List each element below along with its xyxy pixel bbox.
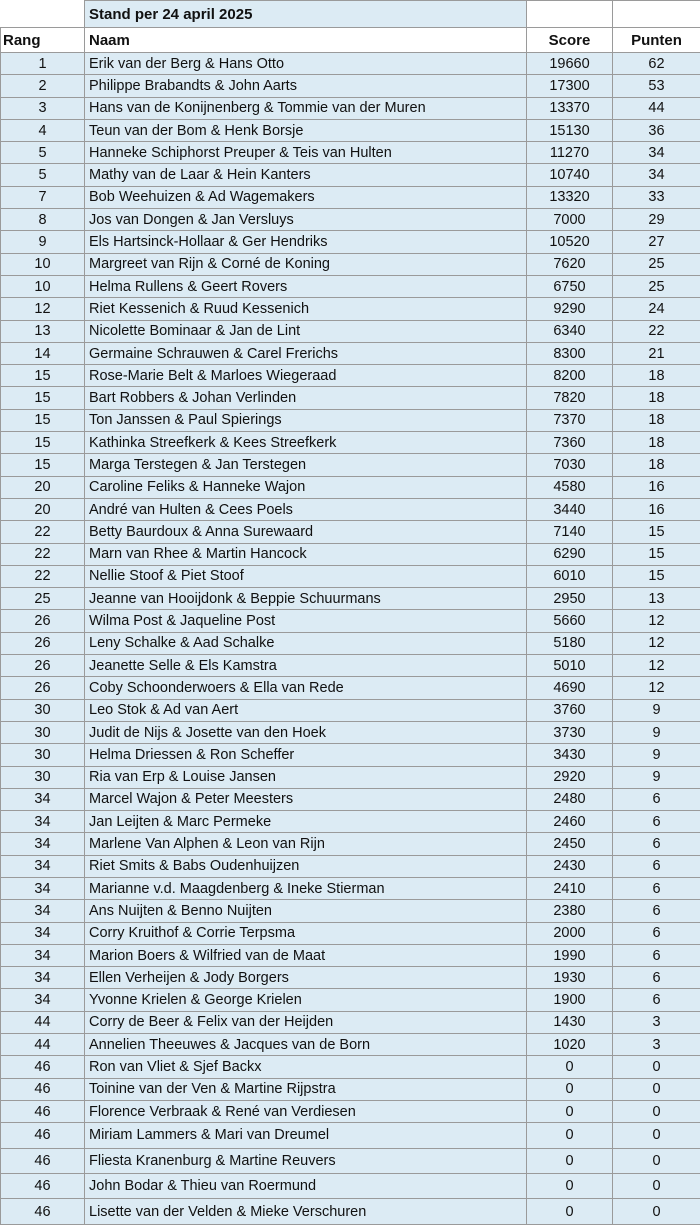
table-row [1,655,700,677]
points-cell: 24 [613,298,700,320]
rank-cell: 25 [1,588,85,610]
table-row [1,1148,700,1173]
table-row [1,677,700,699]
name-cell: Coby Schoonderwoers & Ella van Rede [85,677,527,699]
table-row [1,432,700,454]
rank-cell: 26 [1,655,85,677]
score-cell: 2460 [527,811,613,833]
name-cell: Corry Kruithof & Corrie Terpsma [85,922,527,944]
table-row [1,164,700,186]
name-cell: Toinine van der Ven & Martine Rijpstra [85,1078,527,1100]
name-cell: Fliesta Kranenburg & Martine Reuvers [85,1148,527,1173]
score-cell: 13370 [527,97,613,119]
points-cell: 27 [613,231,700,253]
rank-cell: 46 [1,1100,85,1122]
table-row [1,53,700,75]
name-cell: Jeanette Selle & Els Kamstra [85,655,527,677]
points-cell: 12 [613,655,700,677]
table-row [1,811,700,833]
score-cell: 1900 [527,989,613,1011]
name-cell: Marcel Wajon & Peter Meesters [85,788,527,810]
rank-cell: 46 [1,1056,85,1078]
rank-cell: 26 [1,610,85,632]
score-cell: 2000 [527,922,613,944]
name-cell: Leny Schalke & Aad Schalke [85,632,527,654]
rank-cell: 46 [1,1078,85,1100]
table-row [1,298,700,320]
points-cell: 6 [613,922,700,944]
points-cell: 34 [613,142,700,164]
score-cell: 0 [527,1078,613,1100]
score-cell: 15130 [527,119,613,141]
score-cell: 10740 [527,164,613,186]
score-cell: 2410 [527,877,613,899]
points-cell: 6 [613,900,700,922]
points-cell: 0 [613,1174,700,1199]
points-cell: 25 [613,253,700,275]
name-cell: Lisette van der Velden & Mieke Verschuren [85,1199,527,1224]
table-row [1,699,700,721]
rank-cell: 2 [1,75,85,97]
name-cell: Rose-Marie Belt & Marloes Wiegeraad [85,365,527,387]
rank-cell: 15 [1,432,85,454]
column-header-score: Score [527,28,613,53]
points-cell: 6 [613,877,700,899]
name-cell: Hanneke Schiphorst Preuper & Teis van Hulten [85,142,527,164]
name-cell: Kathinka Streefkerk & Kees Streefkerk [85,432,527,454]
points-cell: 6 [613,788,700,810]
points-cell: 3 [613,1011,700,1033]
score-cell: 7820 [527,387,613,409]
rank-cell: 5 [1,142,85,164]
points-cell: 9 [613,721,700,743]
name-cell: Marlene Van Alphen & Leon van Rijn [85,833,527,855]
table-row [1,1100,700,1122]
table-row [1,967,700,989]
name-cell: Philippe Brabandts & John Aarts [85,75,527,97]
points-cell: 18 [613,454,700,476]
score-cell: 11270 [527,142,613,164]
points-cell: 16 [613,476,700,498]
table-row [1,75,700,97]
rank-cell: 13 [1,320,85,342]
table-row [1,788,700,810]
name-cell: Els Hartsinck-Hollaar & Ger Hendriks [85,231,527,253]
rank-cell: 46 [1,1123,85,1148]
name-cell: Marion Boers & Wilfried van de Maat [85,944,527,966]
points-cell: 18 [613,409,700,431]
table-row [1,766,700,788]
standings-body [1,53,700,1225]
table-row [1,1011,700,1033]
points-cell: 6 [613,855,700,877]
table-row [1,922,700,944]
table-row [1,989,700,1011]
points-cell: 13 [613,588,700,610]
rank-cell: 26 [1,632,85,654]
table-row [1,409,700,431]
table-row [1,721,700,743]
score-cell: 0 [527,1056,613,1078]
score-cell: 0 [527,1123,613,1148]
rank-cell: 34 [1,811,85,833]
table-row [1,320,700,342]
points-cell: 34 [613,164,700,186]
name-cell: Marn van Rhee & Martin Hancock [85,543,527,565]
points-cell: 6 [613,967,700,989]
rank-cell: 5 [1,164,85,186]
rank-cell: 14 [1,342,85,364]
rank-cell: 46 [1,1148,85,1173]
name-cell: Ton Janssen & Paul Spierings [85,409,527,431]
name-cell: Margreet van Rijn & Corné de Koning [85,253,527,275]
score-cell: 7140 [527,521,613,543]
table-row [1,231,700,253]
rank-cell: 30 [1,744,85,766]
name-cell: Bart Robbers & Johan Verlinden [85,387,527,409]
points-cell: 0 [613,1078,700,1100]
name-cell: Betty Baurdoux & Anna Surewaard [85,521,527,543]
table-row [1,565,700,587]
name-cell: Germaine Schrauwen & Carel Frerichs [85,342,527,364]
points-cell: 18 [613,387,700,409]
points-cell: 22 [613,320,700,342]
name-cell: Riet Kessenich & Ruud Kessenich [85,298,527,320]
rank-cell: 30 [1,766,85,788]
rank-cell: 10 [1,253,85,275]
table-row [1,476,700,498]
rank-cell: 22 [1,565,85,587]
score-cell: 2430 [527,855,613,877]
table-row [1,1199,700,1224]
table-row [1,944,700,966]
score-cell: 7030 [527,454,613,476]
score-cell: 5010 [527,655,613,677]
points-cell: 36 [613,119,700,141]
points-cell: 9 [613,766,700,788]
points-cell: 6 [613,811,700,833]
score-cell: 17300 [527,75,613,97]
points-cell: 44 [613,97,700,119]
name-cell: Mathy van de Laar & Hein Kanters [85,164,527,186]
column-header-row [1,28,700,53]
name-cell: Annelien Theeuwes & Jacques van de Born [85,1034,527,1056]
table-row [1,253,700,275]
score-cell: 7370 [527,409,613,431]
name-cell: Ria van Erp & Louise Jansen [85,766,527,788]
score-cell: 0 [527,1199,613,1224]
points-cell: 3 [613,1034,700,1056]
rank-cell: 3 [1,97,85,119]
name-cell: Jos van Dongen & Jan Versluys [85,209,527,231]
score-cell: 0 [527,1100,613,1122]
name-cell: Jan Leijten & Marc Permeke [85,811,527,833]
rank-cell: 44 [1,1011,85,1033]
points-cell: 62 [613,53,700,75]
score-cell: 2480 [527,788,613,810]
name-cell: Corry de Beer & Felix van der Heijden [85,1011,527,1033]
table-row [1,454,700,476]
score-cell: 9290 [527,298,613,320]
score-cell: 4580 [527,476,613,498]
column-header-points: Punten [613,28,700,53]
table-row [1,588,700,610]
score-cell: 6750 [527,275,613,297]
table-row [1,521,700,543]
points-cell: 15 [613,521,700,543]
table-row [1,498,700,520]
points-cell: 12 [613,677,700,699]
rank-cell: 22 [1,521,85,543]
score-cell: 7620 [527,253,613,275]
score-cell: 2920 [527,766,613,788]
table-row [1,833,700,855]
name-cell: Ellen Verheijen & Jody Borgers [85,967,527,989]
rank-cell: 34 [1,855,85,877]
name-cell: Nellie Stoof & Piet Stoof [85,565,527,587]
score-cell: 1930 [527,967,613,989]
score-cell: 3430 [527,744,613,766]
name-cell: Marga Terstegen & Jan Terstegen [85,454,527,476]
name-cell: Bob Weehuizen & Ad Wagemakers [85,186,527,208]
table-row [1,119,700,141]
points-cell: 53 [613,75,700,97]
points-cell: 9 [613,744,700,766]
points-cell: 0 [613,1123,700,1148]
table-row [1,855,700,877]
score-cell: 19660 [527,53,613,75]
name-cell: Yvonne Krielen & George Krielen [85,989,527,1011]
rank-cell: 22 [1,543,85,565]
points-cell: 21 [613,342,700,364]
rank-cell: 34 [1,989,85,1011]
score-cell: 1020 [527,1034,613,1056]
rank-cell: 26 [1,677,85,699]
table-row [1,275,700,297]
standings-title: Stand per 24 april 2025 [85,1,527,28]
points-cell: 15 [613,543,700,565]
score-cell: 8200 [527,365,613,387]
rank-cell: 34 [1,922,85,944]
score-cell: 4690 [527,677,613,699]
points-cell: 18 [613,365,700,387]
table-row [1,877,700,899]
table-row [1,632,700,654]
name-cell: Miriam Lammers & Mari van Dreumel [85,1123,527,1148]
name-cell: Helma Driessen & Ron Scheffer [85,744,527,766]
rank-cell: 34 [1,944,85,966]
points-cell: 6 [613,944,700,966]
rank-cell: 15 [1,409,85,431]
score-cell: 3760 [527,699,613,721]
score-cell: 5660 [527,610,613,632]
rank-cell: 46 [1,1174,85,1199]
points-cell: 18 [613,432,700,454]
name-cell: Caroline Feliks & Hanneke Wajon [85,476,527,498]
points-cell: 0 [613,1100,700,1122]
score-cell: 2450 [527,833,613,855]
name-cell: Leo Stok & Ad van Aert [85,699,527,721]
rank-cell: 15 [1,387,85,409]
rank-cell: 30 [1,721,85,743]
rank-cell: 34 [1,788,85,810]
rank-cell: 30 [1,699,85,721]
name-cell: Helma Rullens & Geert Rovers [85,275,527,297]
rank-cell: 9 [1,231,85,253]
rank-cell: 44 [1,1034,85,1056]
points-cell: 12 [613,632,700,654]
name-cell: Marianne v.d. Maagdenberg & Ineke Stierman [85,877,527,899]
table-row [1,1174,700,1199]
table-row [1,900,700,922]
score-cell: 1990 [527,944,613,966]
score-cell: 6340 [527,320,613,342]
name-cell: Florence Verbraak & René van Verdiesen [85,1100,527,1122]
score-cell: 6010 [527,565,613,587]
rank-cell: 34 [1,833,85,855]
points-cell: 0 [613,1199,700,1224]
name-cell: Judit de Nijs & Josette van den Hoek [85,721,527,743]
title-filler-points [613,1,700,28]
title-filler-score [527,1,613,28]
rank-cell: 4 [1,119,85,141]
name-cell: Teun van der Bom & Henk Borsje [85,119,527,141]
points-cell: 0 [613,1056,700,1078]
rank-cell: 34 [1,967,85,989]
corner-cell [1,1,85,28]
score-cell: 0 [527,1174,613,1199]
rank-cell: 46 [1,1199,85,1224]
points-cell: 0 [613,1148,700,1173]
score-cell: 7360 [527,432,613,454]
table-row [1,1034,700,1056]
table-row [1,387,700,409]
table-row [1,610,700,632]
rank-cell: 34 [1,900,85,922]
name-cell: Jeanne van Hooijdonk & Beppie Schuurmans [85,588,527,610]
score-cell: 5180 [527,632,613,654]
table-row [1,1056,700,1078]
score-cell: 10520 [527,231,613,253]
points-cell: 29 [613,209,700,231]
rank-cell: 15 [1,454,85,476]
table-row [1,342,700,364]
score-cell: 2380 [527,900,613,922]
table-row [1,365,700,387]
name-cell: Ron van Vliet & Sjef Backx [85,1056,527,1078]
points-cell: 15 [613,565,700,587]
name-cell: Riet Smits & Babs Oudenhuijzen [85,855,527,877]
rank-cell: 34 [1,877,85,899]
title-row [1,1,700,28]
rank-cell: 12 [1,298,85,320]
name-cell: Wilma Post & Jaqueline Post [85,610,527,632]
column-header-name: Naam [85,28,527,53]
column-header-rank: Rang [1,28,85,53]
rank-cell: 8 [1,209,85,231]
score-cell: 8300 [527,342,613,364]
score-cell: 3730 [527,721,613,743]
table-row [1,744,700,766]
table-row [1,186,700,208]
score-cell: 2950 [527,588,613,610]
points-cell: 6 [613,989,700,1011]
name-cell: Hans van de Konijnenberg & Tommie van der Muren [85,97,527,119]
points-cell: 16 [613,498,700,520]
points-cell: 6 [613,833,700,855]
table-row [1,1078,700,1100]
name-cell: John Bodar & Thieu van Roermund [85,1174,527,1199]
name-cell: Nicolette Bominaar & Jan de Lint [85,320,527,342]
score-cell: 3440 [527,498,613,520]
points-cell: 33 [613,186,700,208]
points-cell: 9 [613,699,700,721]
table-row [1,142,700,164]
points-cell: 12 [613,610,700,632]
rank-cell: 10 [1,275,85,297]
name-cell: Ans Nuijten & Benno Nuijten [85,900,527,922]
score-cell: 13320 [527,186,613,208]
score-cell: 1430 [527,1011,613,1033]
rank-cell: 20 [1,498,85,520]
points-cell: 25 [613,275,700,297]
table-row [1,543,700,565]
name-cell: Erik van der Berg & Hans Otto [85,53,527,75]
score-cell: 7000 [527,209,613,231]
score-cell: 0 [527,1148,613,1173]
table-row [1,97,700,119]
rank-cell: 15 [1,365,85,387]
table-row [1,209,700,231]
name-cell: André van Hulten & Cees Poels [85,498,527,520]
rank-cell: 7 [1,186,85,208]
table-row [1,1123,700,1148]
rank-cell: 20 [1,476,85,498]
score-cell: 6290 [527,543,613,565]
rank-cell: 1 [1,53,85,75]
